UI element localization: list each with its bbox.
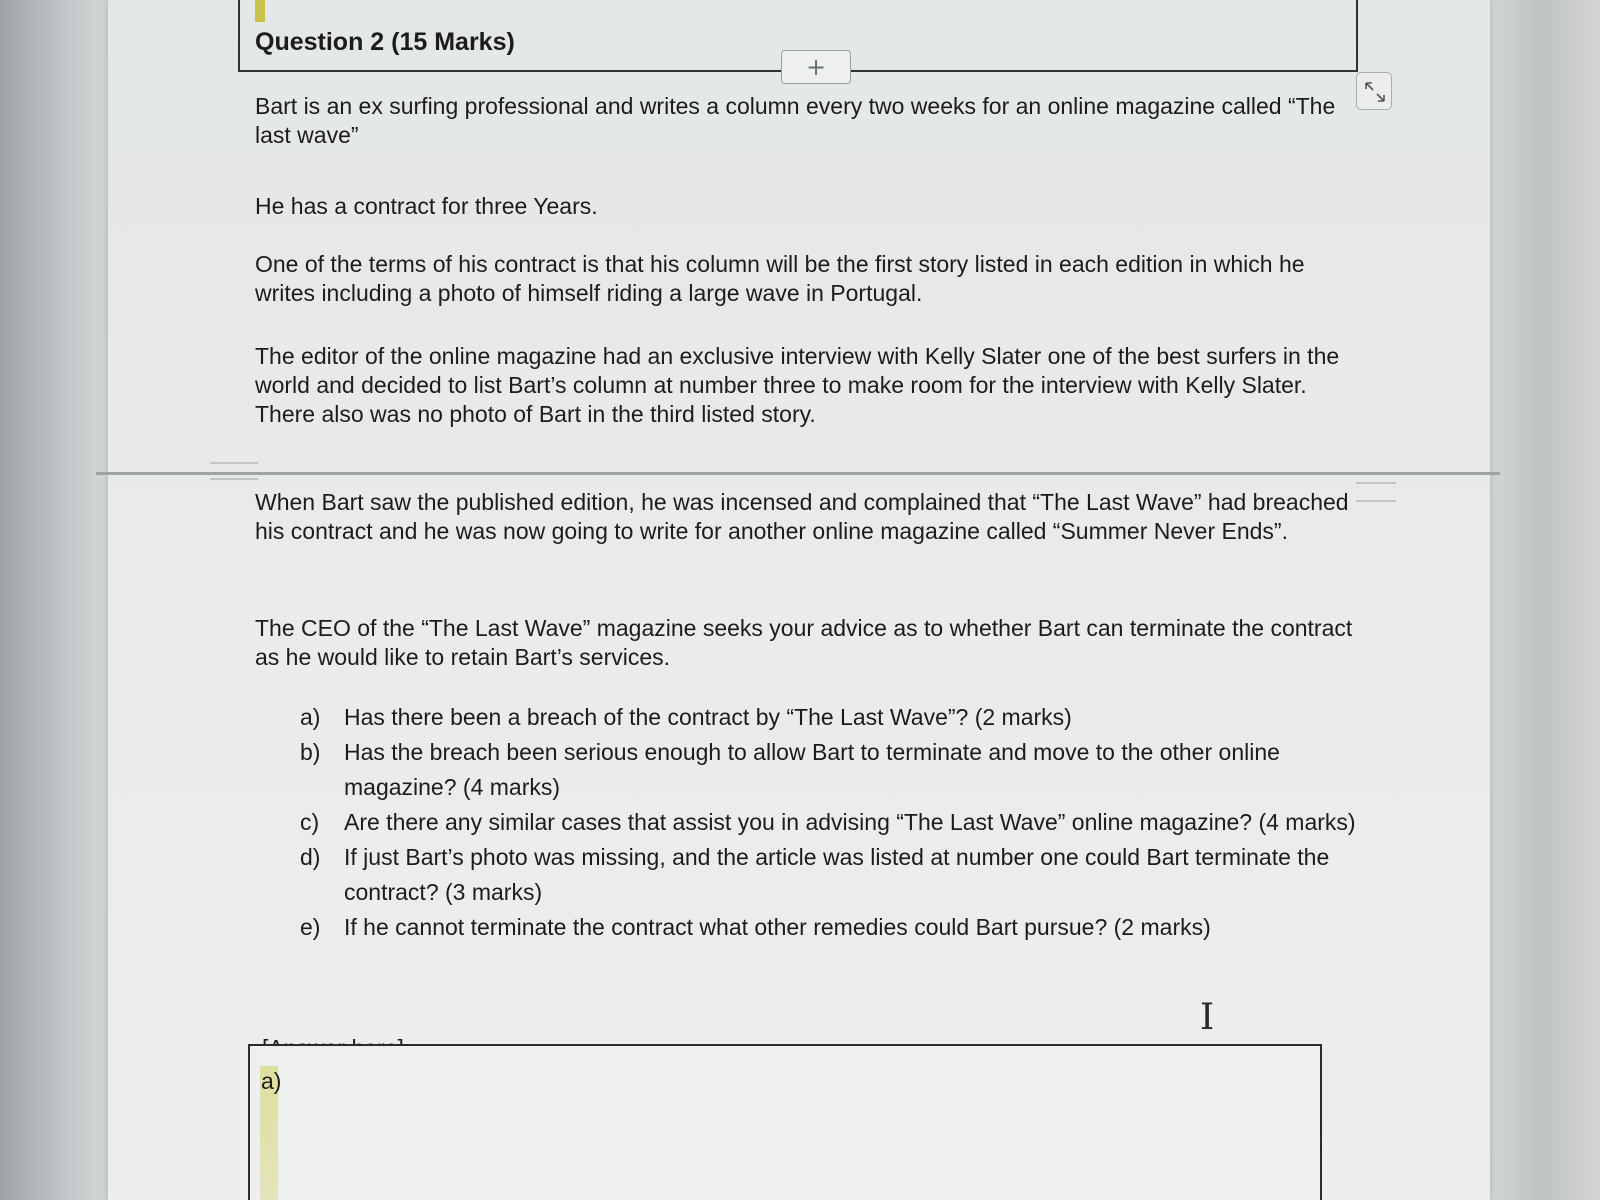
highlight-mark — [255, 0, 265, 22]
sub-question-text: Has there been a breach of the contract by “The Last Wave”? (2 marks) — [344, 704, 1072, 730]
sub-question-e — [300, 910, 1380, 945]
sub-question-letter: b) — [300, 739, 321, 765]
sub-question-letter: d) — [300, 844, 321, 870]
paragraph-editor: The editor of the online magazine had an exclusive interview with Kelly Slater one of the best surfers in the world and decided to list Bart’s column at number three to make room for the interview with Kelly Slater. There also was no photo of Bart in the third listed story. — [255, 343, 1340, 427]
divider-handle-left[interactable] — [210, 462, 258, 480]
sub-question-text: Has the breach been serious enough to allow Bart to terminate and move to the other online magazine? (4 marks) — [344, 739, 1280, 800]
paragraph-terms: One of the terms of his contract is that his column will be the first story listed in each edition in which he writes including a photo of himself riding a large wave in Portugal. — [255, 251, 1305, 306]
question-title: Question 2 (15 Marks) — [255, 28, 515, 56]
sub-question-a — [300, 700, 1380, 735]
sub-question-list — [300, 700, 1380, 945]
answer-prefix: a) — [261, 1068, 282, 1094]
paragraph-intro: Bart is an ex surfing professional and writes a column every two weeks for an online magazine called “The last wave” — [255, 93, 1336, 148]
sub-question-d — [300, 840, 1380, 910]
sub-question-text: If he cannot terminate the contract what other remedies could Bart pursue? (2 marks) — [344, 914, 1211, 940]
add-button[interactable]: + — [781, 50, 851, 84]
sub-question-letter: c) — [300, 809, 320, 835]
paragraph-ceo: The CEO of the “The Last Wave” magazine seeks your advice as to whether Bart can terminate the contract as he would like to retain Bart’s services. — [255, 615, 1353, 670]
paragraph-complaint: When Bart saw the published edition, he was incensed and complained that “The Last Wave” had breached his contract and he was now going to write for another online magazine called “Summer Never Ends”. — [255, 489, 1349, 544]
section-divider[interactable] — [96, 472, 1500, 475]
sub-question-letter: e) — [300, 914, 321, 940]
answer-input[interactable] — [248, 1044, 1322, 1200]
sub-question-letter: a) — [300, 704, 321, 730]
sub-question-b — [300, 735, 1380, 805]
i-beam-cursor-icon: I — [1200, 997, 1215, 1038]
paragraph-contract: He has a contract for three Years. — [255, 193, 598, 219]
sub-question-text: If just Bart’s photo was missing, and the article was listed at number one could Bart terminate the contract? (3 marks) — [344, 844, 1330, 905]
sub-question-text: Are there any similar cases that assist you in advising “The Last Wave” online magazine? (4 marks) — [344, 809, 1356, 835]
document-page — [108, 0, 1490, 1200]
sub-question-c — [300, 805, 1380, 840]
